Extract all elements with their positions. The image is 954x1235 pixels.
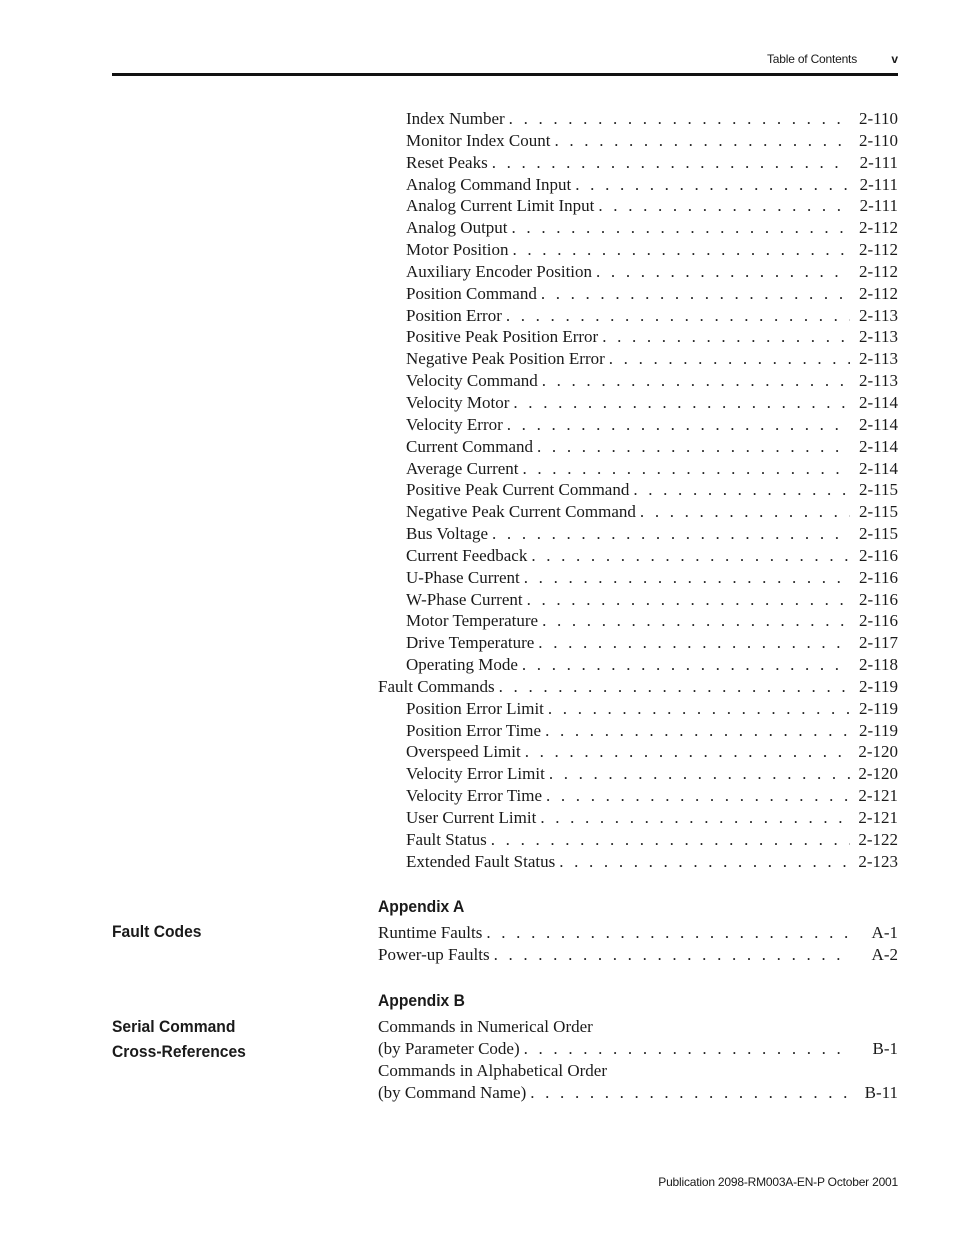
- toc-entry[interactable]: [378, 174, 898, 196]
- toc-leader-dots: [513, 392, 850, 414]
- toc-entry-title: Bus Voltage: [406, 524, 489, 544]
- appendix-b-section: [378, 990, 898, 1103]
- toc-entry-title: Analog Output: [406, 218, 508, 238]
- appendix-a-section: [378, 896, 898, 966]
- toc-leader-dots: [602, 326, 850, 348]
- toc-entry-title: Current Feedback: [406, 545, 528, 565]
- toc-leader-dots: [492, 523, 850, 545]
- toc-entry-page: 2-116: [858, 567, 898, 587]
- toc-leader-dots: [548, 698, 850, 720]
- toc-entry[interactable]: [378, 807, 898, 829]
- toc-entry[interactable]: [378, 370, 898, 392]
- toc-entry-title: Position Command: [406, 283, 537, 303]
- appendix-a-side-title: Fault Codes: [112, 922, 202, 941]
- toc-entry[interactable]: [378, 479, 898, 501]
- appendix-b-side-title-line2: Cross-References: [112, 1042, 246, 1061]
- toc-entry-title: Velocity Error Limit: [406, 764, 545, 784]
- toc-entry-first-line: Commands in Numerical Order: [378, 1017, 593, 1036]
- publication-footer: Publication 2098-RM003A-EN-P October 2001: [658, 1175, 898, 1189]
- toc-entry-page: 2-111: [859, 196, 898, 216]
- toc-entry-title: (by Command Name): [378, 1082, 527, 1102]
- toc-entry-page: B-1: [872, 1038, 898, 1058]
- toc-leader-dots: [525, 741, 850, 763]
- toc-entry[interactable]: [378, 632, 898, 654]
- toc-entry[interactable]: [378, 326, 898, 348]
- toc-entry-title: Analog Command Input: [406, 174, 572, 194]
- toc-entry-title: Positive Peak Current Command: [406, 480, 630, 500]
- running-header-page-number: v: [891, 52, 898, 66]
- toc-leader-dots: [524, 567, 850, 589]
- toc-leader-dots: [596, 261, 850, 283]
- toc-leader-dots: [575, 174, 850, 196]
- toc-entry-title: Extended Fault Status: [406, 851, 556, 871]
- toc-entry-page: 2-118: [858, 655, 898, 675]
- toc-entry-title: Fault Commands: [378, 676, 495, 696]
- toc-entry-page: 2-114: [858, 436, 898, 456]
- toc-entry[interactable]: [378, 436, 898, 458]
- toc-entry[interactable]: [378, 392, 898, 414]
- toc-entry[interactable]: [378, 261, 898, 283]
- toc-leader-dots: [542, 370, 850, 392]
- toc-leader-dots: [555, 130, 851, 152]
- toc-leader-dots: [549, 763, 850, 785]
- toc-leader-dots: [530, 1082, 850, 1104]
- appendix-b-heading: Appendix B: [378, 991, 465, 1010]
- toc-leader-dots: [531, 545, 850, 567]
- toc-leader-dots: [559, 851, 850, 873]
- toc-leader-dots: [598, 195, 850, 217]
- toc-entry[interactable]: [378, 152, 898, 174]
- toc-entry[interactable]: [378, 501, 898, 523]
- toc-entry-title: Motor Temperature: [406, 611, 539, 631]
- toc-leader-dots: [538, 632, 850, 654]
- toc-leader-dots: [513, 239, 851, 261]
- toc-leader-dots: [542, 610, 850, 632]
- toc-entry-title: Velocity Command: [406, 371, 538, 391]
- appendix-b-side-title: [112, 1014, 246, 1064]
- toc-entry-page: 2-112: [858, 240, 898, 260]
- toc-entry-page: 2-110: [858, 109, 898, 128]
- toc-entry-page: 2-117: [858, 633, 898, 653]
- toc-entry-page: 2-115: [858, 480, 898, 500]
- toc-entry[interactable]: [378, 130, 898, 152]
- toc-entry[interactable]: [378, 720, 898, 742]
- toc-list: [378, 108, 898, 873]
- toc-entry[interactable]: [378, 305, 898, 327]
- toc-leader-dots: [633, 479, 850, 501]
- toc-leader-dots: [527, 589, 850, 611]
- toc-leader-dots: [499, 676, 850, 698]
- toc-entry-title: (by Parameter Code): [378, 1038, 520, 1058]
- toc-leader-dots: [545, 720, 850, 742]
- toc-entry-title: Current Command: [406, 436, 534, 456]
- toc-entry-title: Position Error Limit: [406, 698, 544, 718]
- toc-leader-dots: [541, 283, 850, 305]
- toc-entry[interactable]: [378, 654, 898, 676]
- toc-entry-page: 2-119: [858, 720, 898, 740]
- toc-entry-title: Velocity Error: [406, 414, 503, 434]
- toc-entry-page: 2-121: [858, 808, 898, 827]
- toc-entry[interactable]: [378, 785, 898, 807]
- toc-entry[interactable]: [378, 851, 898, 873]
- toc-entry-title: Operating Mode: [406, 655, 518, 675]
- toc-leader-dots: [492, 152, 850, 174]
- toc-entry[interactable]: [378, 458, 898, 480]
- toc-entry[interactable]: [378, 283, 898, 305]
- toc-leader-dots: [609, 348, 850, 370]
- toc-entry-page: 2-113: [858, 349, 898, 369]
- toc-entry-page: 2-112: [858, 218, 898, 238]
- toc-entry-page: 2-111: [859, 174, 898, 194]
- toc-entry[interactable]: [378, 944, 898, 966]
- toc-entry-title: Velocity Error Time: [406, 786, 542, 806]
- toc-entry-title: Motor Position: [406, 240, 509, 260]
- toc-entry[interactable]: [378, 1082, 898, 1104]
- toc-entry-page: 2-112: [858, 261, 898, 281]
- toc-entry-page: 2-113: [858, 305, 898, 325]
- toc-entry-title: Reset Peaks: [406, 152, 488, 172]
- toc-entry[interactable]: [378, 567, 898, 589]
- toc-entry-page: 2-114: [858, 414, 898, 434]
- toc-entry-page: 2-112: [858, 283, 898, 303]
- toc-leader-dots: [507, 414, 850, 436]
- toc-entry[interactable]: [378, 1038, 898, 1060]
- toc-entry-title: Drive Temperature: [406, 633, 535, 653]
- toc-entry-page: 2-113: [858, 327, 898, 347]
- toc-entry-title: Position Error Time: [406, 720, 542, 740]
- toc-entry-page: 2-116: [858, 611, 898, 631]
- toc-leader-dots: [523, 458, 851, 480]
- toc-entry[interactable]: [378, 195, 898, 217]
- toc-entry-page: 2-111: [859, 152, 898, 172]
- toc-entry-title: Overspeed Limit: [406, 742, 521, 762]
- toc-entry-title: Fault Status: [406, 829, 487, 849]
- toc-entry-page: 2-122: [858, 829, 898, 849]
- toc-entry-page: 2-113: [858, 371, 898, 391]
- toc-entry-title: Runtime Faults: [378, 923, 483, 942]
- toc-entry[interactable]: [378, 108, 898, 130]
- toc-entry-page: 2-120: [858, 742, 898, 762]
- toc-entry-title: Auxiliary Encoder Position: [406, 261, 593, 281]
- toc-leader-dots: [486, 922, 850, 944]
- toc-leader-dots: [491, 829, 850, 851]
- toc-leader-dots: [546, 785, 850, 807]
- toc-leader-dots: [640, 501, 850, 523]
- toc-entry-title: Analog Current Limit Input: [406, 196, 595, 216]
- running-header-section: Table of Contents: [767, 52, 857, 66]
- appendix-b-side-title-line1: Serial Command: [112, 1017, 236, 1036]
- toc-entry[interactable]: [378, 348, 898, 370]
- toc-entry-title: W-Phase Current: [406, 589, 523, 609]
- toc-leader-dots: [537, 436, 850, 458]
- toc-entry-title: Position Error: [406, 305, 502, 325]
- toc-entry-page: 2-116: [858, 589, 898, 609]
- toc-entry[interactable]: [378, 545, 898, 567]
- toc-leader-dots: [540, 807, 850, 829]
- appendix-a-heading: Appendix A: [378, 897, 465, 916]
- toc-entry[interactable]: [378, 763, 898, 785]
- toc-leader-dots: [524, 1038, 850, 1060]
- toc-entry-page: 2-110: [858, 130, 898, 150]
- toc-entry[interactable]: [378, 589, 898, 611]
- toc-leader-dots: [512, 217, 850, 239]
- toc-entry-page: 2-114: [858, 392, 898, 412]
- toc-entry[interactable]: [378, 676, 898, 698]
- toc-entry-title: U-Phase Current: [406, 567, 520, 587]
- toc-leader-dots: [522, 654, 850, 676]
- toc-entry-title: Velocity Motor: [406, 392, 510, 412]
- toc-entry[interactable]: [378, 741, 898, 763]
- toc-entry-page: A-2: [871, 944, 898, 964]
- toc-entry-page: A-1: [871, 923, 898, 942]
- toc-entry-page: 2-123: [858, 851, 898, 871]
- toc-entry-title: Index Number: [406, 109, 505, 128]
- toc-entry-page: 2-119: [858, 698, 898, 718]
- header-rule: [112, 73, 898, 76]
- toc-entry-page: B-11: [864, 1082, 898, 1102]
- toc-leader-dots: [506, 305, 850, 327]
- toc-entry[interactable]: [378, 922, 898, 944]
- toc-entry[interactable]: [378, 829, 898, 851]
- toc-entry-page: 2-115: [858, 524, 898, 544]
- toc-entry[interactable]: [378, 698, 898, 720]
- toc-entry-page: 2-114: [858, 458, 898, 478]
- toc-leader-dots: [509, 108, 850, 130]
- toc-entry-page: 2-120: [858, 764, 898, 784]
- toc-entry[interactable]: [378, 414, 898, 436]
- toc-entry-title: User Current Limit: [406, 808, 537, 827]
- toc-entry[interactable]: [378, 217, 898, 239]
- toc-entry-title: Negative Peak Current Command: [406, 502, 636, 522]
- toc-entry-page: 2-116: [858, 545, 898, 565]
- toc-entry-title: Negative Peak Position Error: [406, 349, 605, 369]
- toc-entry-page: 2-121: [858, 786, 898, 806]
- toc-entry-first-line: Commands in Alphabetical Order: [378, 1060, 607, 1080]
- toc-entry-page: 2-119: [858, 676, 898, 696]
- toc-leader-dots: [494, 944, 850, 966]
- toc-entry[interactable]: [378, 239, 898, 261]
- toc-entry-page: 2-115: [858, 502, 898, 522]
- toc-entry[interactable]: [378, 610, 898, 632]
- toc-entry-title: Positive Peak Position Error: [406, 327, 599, 347]
- toc-entry-title: Monitor Index Count: [406, 130, 551, 150]
- toc-entry[interactable]: [378, 523, 898, 545]
- toc-entry-title: Power-up Faults: [378, 944, 490, 964]
- toc-entry-title: Average Current: [406, 458, 519, 478]
